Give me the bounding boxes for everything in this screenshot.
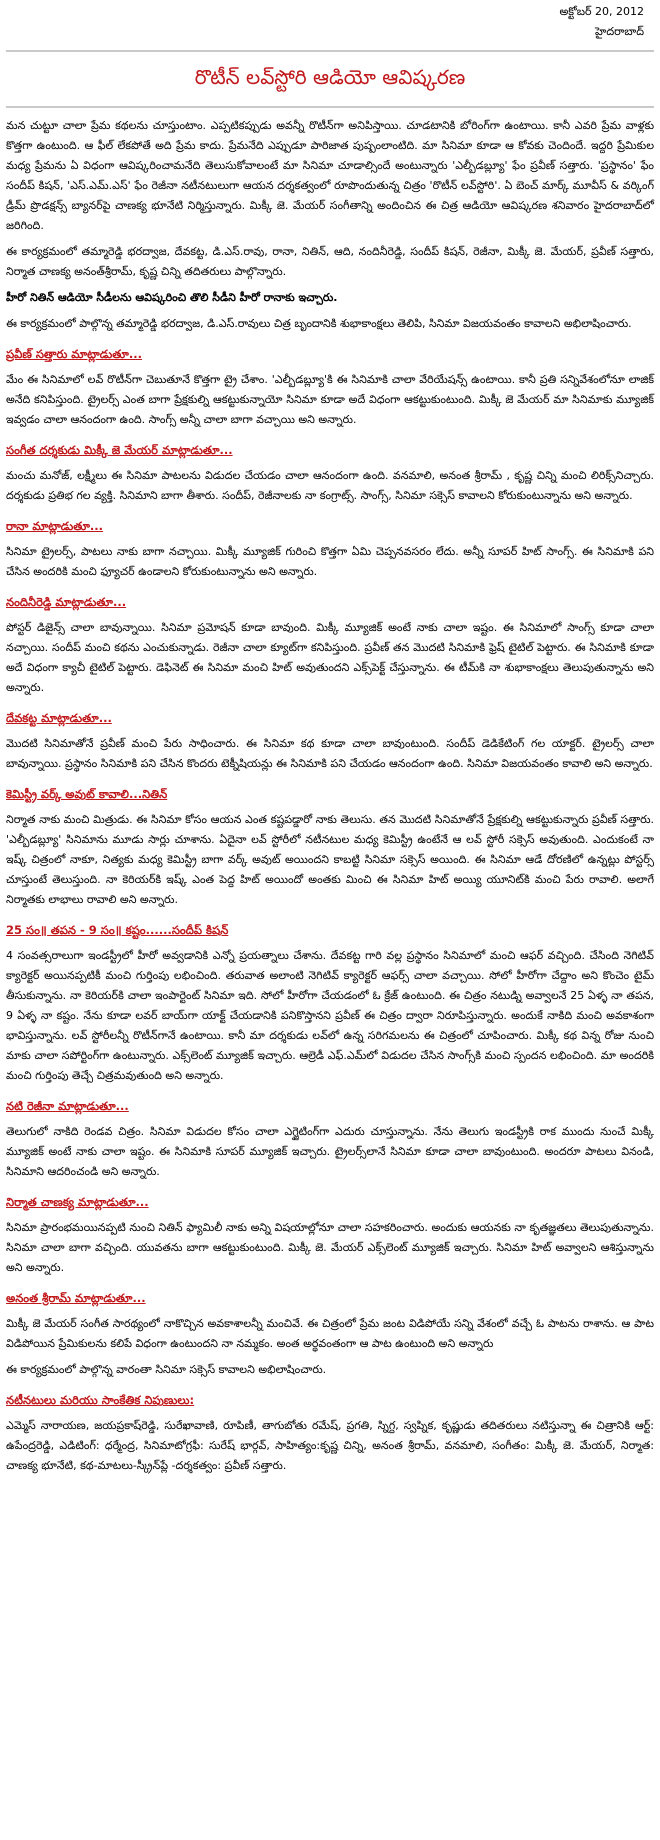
article-body <box>6 116 654 1476</box>
article-paragraph: ఈ కార్యక్రమంలో పాల్గొన్న తమ్మారెడ్డి భరద్వాజ, డి.ఎస్.రావులు చిత్ర బృందానికి శుభాకాంక్షలు తెలిపి, సినిమా విజయవంతం కావాలని అభిలాషించారు. <box>6 317 632 330</box>
article-date: అక్టోబర్ 20, 2012 <box>559 5 644 18</box>
article-paragraph: ఈ కార్యక్రమంలో తమ్మారెడ్డి భరద్వాజ, దేవకట్ట, డి.ఎస్.రావు, రానా, నితిన్, ఆది, నందినీరెడ్డి, సందీప్ కిషన్, రెజీనా, మిక్కీ జె. మేయర్, ప్రవీణ్ సత్తారు, నిర్మాత చాణక్య అనంత్‌శ్రీరామ్, కృష్ణ చిన్ని తదితరులు పాల్గొన్నారు. <box>6 245 654 278</box>
article-title-bar <box>6 50 654 108</box>
article-paragraph: 4 సంవత్సరాలుగా ఇండస్ట్రీలో హీరో అవ్వడానికి ఎన్నో ప్రయత్నాలు చేశాను. దేవకట్ట గారి వల్ల ప్రస్థానం సినిమాలో మంచి ఆఫర్ వచ్చింది. చేసింది నెగిటివ్ క్యారెక్టర్ అయినప్పటికీ మంచి గుర్తింపు లభించింది. తరువాత అలాంటి నెగిటివ్ క్యారెక్టర్ ఆఫర్స్ చాలా వచ్చాయి. సోలో హీరోగా చేద్దాం అని కొంచెం టైమ్ తీసుకున్నాను. నా కెరియర్‌కి చాలా ఇంపార్టెంట్ సినిమా ఇది. సోలో హీరోగా చేయడంలో ఓ క్రేజ్ ఉంటుంది. ఈ చిత్రం నటుడ్ని అవ్వాలనే 25 ఏళ్ళ నా తపన, 9 ఏళ్ళ నా కష్టం. నేను కూడా లవర్ బాయ్‌గా యాక్ట్ చేయడానికి పనికొస్తానని ప్రవీణ్ ఈ చిత్రం ద్వారా నిరూపిస్తున్నారు. అందుకే నాకిది మంచి అవకాశంగా భావిస్తున్నాను. లవ్ స్టోరీలన్నీ రొటీన్‌గానే ఉంటాయి. కానీ మా దర్శకుడు లవ్‌లో ఉన్న సరిగమలను ఈ చిత్రంలో చూపించారు. మిక్కీ కథ విన్న రోజు నుంచి మాకు చాలా సపోర్టింగ్‌గా ఉంటున్నారు. ఎక్స్‌లెంట్ మ్యూజిక్ ఇచ్చారు. ఆల్రెడీ ఎఫ్.ఎమ్‌లో విడుదల చేసిన సాంగ్స్‌కి మంచి స్పందన లభించింది. మా అందరికి మంచి గుర్తింపు తెచ్చే చిత్రమవుతుంది అని అన్నారు. <box>6 949 654 1082</box>
section-heading: నిర్మాత చాణక్య మాట్లాడుతూ... <box>6 1195 149 1209</box>
article-paragraph: సినిమా ప్రారంభమయినప్పటి నుంచి నితిన్ ఫ్యామిలీ నాకు అన్ని విషయాల్లోనూ చాలా సహకరించారు. అందుకు ఆయనకు నా కృతజ్ఞతలు తెలుపుతున్నాను. సినిమా చాలా బాగా వచ్చింది. యువతను బాగా ఆకట్టుకుంటుంది. మిక్కీ జె. మేయర్ ఎక్స్‌లెంట్ మ్యూజిక్ ఇచ్చారు. సినిమా హిట్ అవ్వాలని ఆశిస్తున్నాను అని అన్నారు. <box>6 1221 654 1274</box>
article-paragraph: ఈ కార్యక్రమంలో పాల్గొన్న వారంతా సినిమా సక్సెస్ కావాలని అభిలాషించారు. <box>6 1363 327 1376</box>
article-paragraph: హీరో నితిన్ ఆడియో సీడీలను ఆవిష్కరించి తొలి సీడీని హీరో రానాకు ఇచ్చారు. <box>6 291 338 304</box>
article-paragraph: తెలుగులో నాకిది రెండవ చిత్రం. సినిమా విడుదల కోసం చాలా ఎగ్జైటింగ్‌గా ఎదురు చూస్తున్నాను. నేను తెలుగు ఇండస్ట్రీకి రాక ముందు నుంచే మిక్కీ మ్యూజిక్ అంటే నాకు చాలా ఇష్టం. ఈ సినిమాకి సూపర్ మ్యూజిక్ ఇచ్చారు. ట్రైలర్స్‌లానే సినిమా కూడా చాలా బావుంటుంది. అందరూ పాటలు వినండి, సినిమాని ఆదరించండి అని అన్నారు. <box>6 1125 654 1178</box>
section-heading: నటీనటులు మరియు సాంకేతిక నిపుణులు: <box>6 1393 195 1407</box>
section-heading: ప్రవీణ్ సత్తారు మాట్లాడుతూ... <box>6 347 142 361</box>
article-paragraph: నిర్మాత నాకు మంచి మిత్రుడు. ఈ సినిమా కోసం ఆయన ఎంత కష్టపడ్డారో నాకు తెలుసు. తన మొదటి సినిమాతోనే ప్రేక్షకుల్ని ఆకట్టుకున్నారు ప్రవీణ్ సత్తారు. 'ఎల్బీడబ్ల్యూ' సినిమాను మూడు సార్లు చూశాను. ఏదైనా లవ్ స్టోరీలో నటీనటుల మధ్య కెమిస్ట్రీ ఉంటేనే ఆ లవ్ స్టోరీ సక్సెస్ అవుతుంది. ఎందుకంటే నా ఇష్క్ చిత్రంలో నాకూ, నిత్యకు మధ్య కెమిస్ట్రీ బాగా వర్క్ అవుట్ అయిందని కాబట్టి సినిమా సక్సెస్ అయింది. ఈ సినిమా ఆడే దోరణిలో ఉన్నట్లు పోస్టర్స్ చూస్తుంటే తెలుస్తుంది. నా కెరియర్‌కి ఇష్క్ ఎంత పెద్ద హిట్ అయిందో అంతకు మించి ఈ సినిమా హిట్ అయ్యి యూనిట్‌కి మంచి పేరు రావాలి. అలాగే నిర్మాతకు లాభాలు రావాలి అని అన్నారు. <box>6 813 654 906</box>
section-heading: నటి రెజీనా మాట్లాడుతూ... <box>6 1099 129 1113</box>
article-paragraph: సినిమా ట్రైలర్స్, పాటలు నాకు బాగా నచ్చాయి. మిక్కీ మ్యూజిక్ గురించి కొత్తగా ఏమి చెప్పనవసరం లేదు. అన్నీ సూపర్ హిట్ సాంగ్స్. ఈ సినిమాకి పని చేసిన అందరికి మంచి ఫ్యూచర్ ఉండాలని కోరుకుంటున్నాను అని అన్నారు. <box>6 545 654 578</box>
article-paragraph: మేం ఈ సినిమాలో లవ్ రొటీన్‌గా చెబుతూనే కొత్తగా ట్రై చేశాం. 'ఎల్బీడబ్ల్యూ'కి ఈ సినిమాకి చాలా వేరియేషన్స్ ఉంటాయి. కానీ ప్రతి సన్నివేశంలోనూ లాజిక్ అనేది కనిపిస్తుంది. ట్రైలర్స్ ఎంత బాగా ప్రేక్షకుల్ని ఆకట్టుకున్నాయో సినిమా కూడా అదే విధంగా ఆకట్టుకుంటుంది. మిక్కీ జె మేయర్ మా సినిమాకు మ్యూజిక్ ఇవ్వడం చాలా ఆనందంగా ఉంది. సాంగ్స్ అన్నీ చాలా బాగా వచ్చాయి అని అన్నారు. <box>6 373 654 426</box>
article-paragraph: పోస్టర్ డిజైన్స్ చాలా బావున్నాయి. సినిమా ప్రమోషన్ కూడా బావుంది. మిక్కీ మ్యూజిక్ అంటే నాకు చాలా ఇష్టం. ఈ సినిమాలో సాంగ్స్ కూడా చాలా నచ్చాయి. సందీప్ మంచి కథను ఎంచుకున్నాడు. రెజీనా చాలా క్యూట్‌గా కనిపిస్తుంది. ప్రవీణ్ తన మొదటి సినిమాకి ఫ్రెష్ టైటిల్ పెట్టారు. ఈ సినిమాకి కూడా అదే విధంగా క్యాచీ టైటిల్ పెట్టారు. డెఫినెట్ ఈ సినిమా మంచి హిట్ అవుతుందని ఎక్స్‌పెక్ట్ చేస్తున్నాను. ఈ టీమ్‌కి నా శుభాకాంక్షలు తెలుపుతున్నాను అని అన్నారు. <box>6 621 654 694</box>
article-paragraph: మొదటి సినిమాతోనే ప్రవీణ్ మంచి పేరు సాధించారు. ఈ సినిమా కథ కూడా చాలా బావుంటుంది. సందీప్ డెడికేటింగ్ గల యాక్టర్. ట్రైలర్స్ చాలా బావున్నాయి. ప్రస్థానం సినిమాకి పని చేసిన కొందరు టెక్నీషియన్లు ఈ సినిమాకి పని చేయడం ఆనందంగా ఉంది. సినిమా విజయవంతం కావాలి అని అన్నారు. <box>6 737 654 770</box>
section-heading: అనంత శ్రీరామ్ మాట్లాడుతూ... <box>6 1291 146 1305</box>
article-place: హైదరాబాద్ <box>595 25 644 38</box>
article-paragraph: మంచు మనోజ్, లక్ష్మీలు ఈ సినిమా పాటలను విడుదల చేయడం చాలా ఆనందంగా ఉంది. వనమాలి, అనంత శ్రీరామ్ , కృష్ణ చిన్ని మంచి లిరిక్స్‌నిచ్చారు. దర్శకుడు ప్రతిభ గల వ్యక్తి. సినిమాని బాగా తీశారు. సందీప్, రెజీనాలకు నా కంగ్రాట్స్. సాంగ్స్, సినిమా సక్సెస్ కావాలని కోరుకుంటున్నాను అని అన్నారు. <box>6 469 654 502</box>
article-paragraph: మన చుట్టూ చాలా ప్రేమ కథలను చూస్తుంటాం. ఎప్పటికప్పుడు అవన్నీ రొటీన్‌గా అనిపిస్తాయి. చూడటానికి బోరింగ్‌గా ఉంటాయి. కానీ ఎవరి ప్రేమ వాళ్లకు కొత్తగా ఉంటుంది. ఆ ఫీల్ లేకపోతే అది ప్రేమ కాదు. ప్రేమనేది ఎప్పుడూ పారిజాత పుష్పంలాంటిది. మా సినిమా కూడా ఆ కోవకు చెందిందే. ఇద్దరి ప్రేమికుల మధ్య ప్రేమను ఏ విధంగా ఆవిష్కరించామనేది తెలుసుకోవాలంటే మా సినిమా చూడాల్సిందే అంటున్నారు 'ఎల్బీడబ్ల్యూ' ఫేం ప్రవీణ్ సత్తారు. 'ప్రస్థానం' ఫేం సందీప్ కిషన్, 'ఎస్.ఎమ్.ఎస్' ఫేం రెజీనా నటీనటులుగా ఆయన దర్శకత్వంలో రూపొందుతున్న చిత్రం 'రొటీన్ లవ్‌స్టోరి'. ఏ బెంచ్ మార్క్ మూవీస్ & వర్కింగ్ డ్రీమ్ ప్రొడక్షన్స్ బ్యానర్‌పై చాణక్య భూనేటి నిర్మిస్తున్నారు. మిక్కీ జె. మేయర్ సంగీతాన్ని అందించిన ఈ చిత్ర ఆడియో ఆవిష్కరణ శనివారం హైదరాబాద్‌లో జరిగింది. <box>6 119 654 232</box>
section-heading: దేవకట్ట మాట్లాడుతూ... <box>6 711 112 725</box>
section-heading: సంగీత దర్శకుడు మిక్కీ జె మేయర్ మాట్లాడుతూ... <box>6 443 233 457</box>
article-title: రొటీన్ లవ్‌స్టోరి ఆడియో ఆవిష్కరణ <box>194 64 466 89</box>
article-paragraph: ఎమ్మెస్ నారాయణ, జయప్రకాష్‌రెడ్డి, సురేఖావాణి, రూపిణీ, తాగుబోతు రమేష్, ప్రగతి, స్నిగ్ద, స్వప్నిక, కృష్ణుడు తదితరులు నటిస్తున్నా ఈ చిత్రానికి ఆర్ట్: ఉపేంద్రరెడ్డి, ఎడిటింగ్: ధర్మేంద్ర, సినిమాటోగ్రఫీ: సురేష్ భార్గవ్, సాహిత్యం:కృష్ణ చిన్ని, అనంత శ్రీరామ్, వనమాలి, సంగీతం: మిక్కీ జె. మేయర్, నిర్మాత: చాణక్య భూనేటి, కథ-మాటలు-స్క్రీన్‌ప్లే -దర్శకత్వం: ప్రవీణ్ సత్తారు. <box>6 1419 654 1472</box>
section-heading: నందినీరెడ్డి మాట్లాడుతూ... <box>6 595 127 609</box>
article-paragraph: మిక్కీ జె మేయర్ సంగీత సారథ్యంలో నాకొచ్చిన అవకాశాలన్నీ మంచివే. ఈ చిత్రంలో ప్రేమ జంట విడిపోయే సన్ని వేశంలో వచ్చే ఓ పాటను రాశాను. ఆ పాట విడిపోయిన ప్రేమికులను కలిపే విధంగా ఉంటుందని నా నమ్మకం. అంత అర్థవంతంగా ఆ పాట ఉంటుంది అని అన్నారు <box>6 1317 654 1350</box>
dateline <box>6 0 654 42</box>
section-heading: కెమిస్ట్రీ వర్క్ అవుట్ కావాలి...నితిన్ <box>6 787 168 801</box>
section-heading: 25 సం॥ తపన - 9 సం॥ కష్టం......సందీప్ కిషన్ <box>6 923 229 937</box>
section-heading: రానా మాట్లాడుతూ... <box>6 519 104 533</box>
